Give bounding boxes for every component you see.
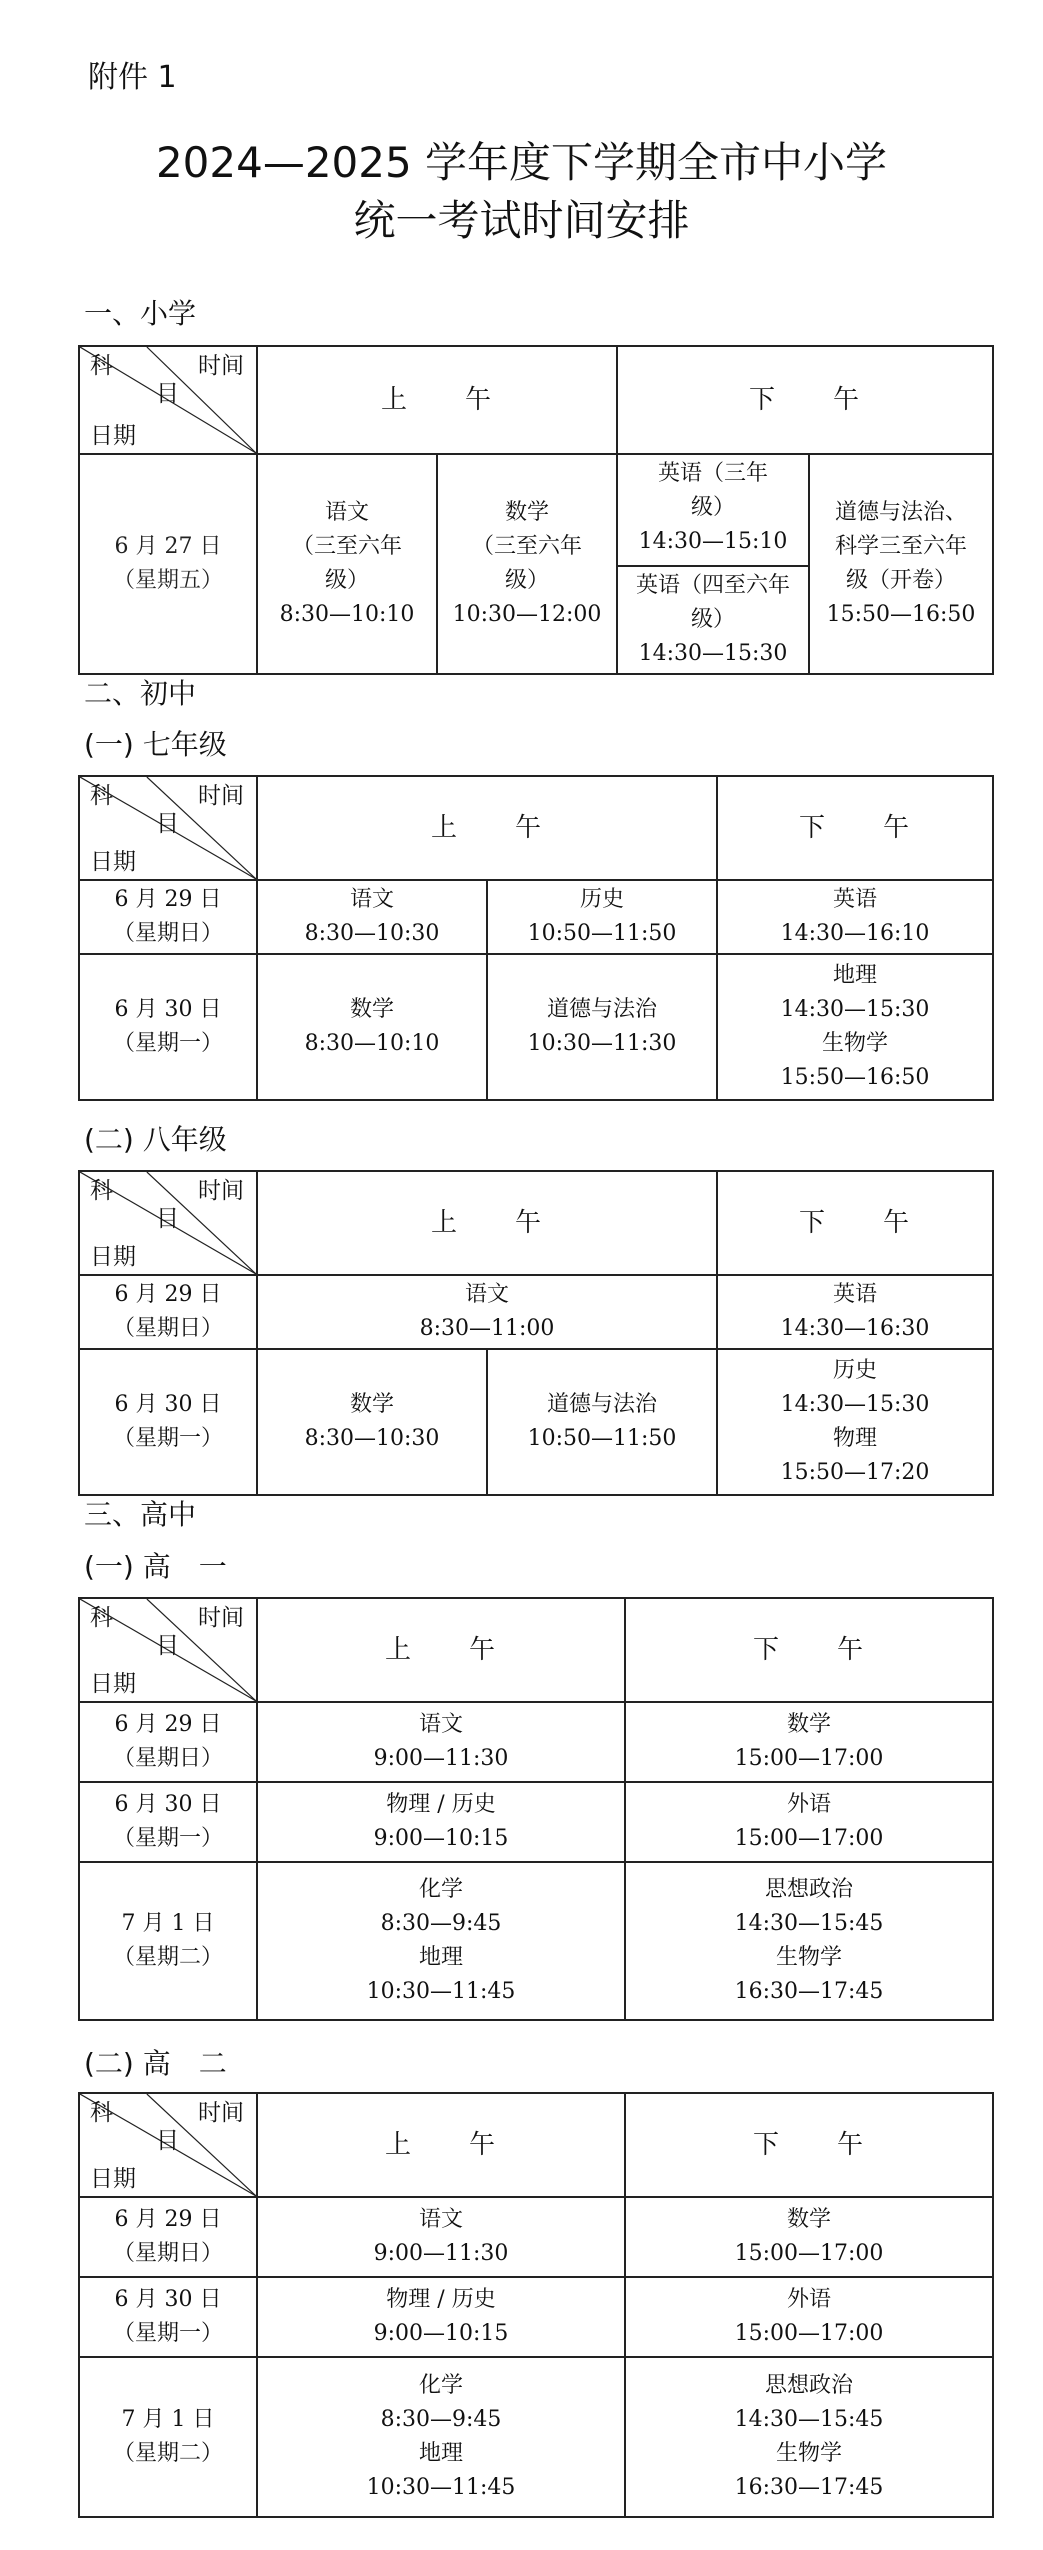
section-primary: 一、小学 bbox=[84, 297, 197, 330]
header-ke: 科 bbox=[90, 783, 113, 809]
exam-cell: 语文 8:30—11:00 bbox=[257, 1275, 717, 1349]
exam-cell: 化学 8:30—9:45 地理 10:30—11:45 bbox=[257, 1862, 625, 2020]
header-ke: 科 bbox=[90, 353, 113, 379]
page-title: 2024—2025 学年度下学期全市中小学 bbox=[155, 138, 888, 187]
attachment-label: 附件 1 bbox=[88, 60, 177, 95]
header-date: 日期 bbox=[90, 2166, 136, 2192]
label-senior1: (一) 高 一 bbox=[84, 1550, 227, 1583]
exam-cell: 历史 10:50—11:50 bbox=[487, 880, 717, 954]
header-time: 时间 bbox=[198, 1605, 244, 1631]
header-afternoon: 下 午 bbox=[625, 2093, 993, 2197]
header-date: 日期 bbox=[90, 849, 136, 875]
header-afternoon: 下 午 bbox=[717, 776, 993, 880]
exam-cell-math: 数学 （三至六年 级） 10:30—12:00 bbox=[437, 454, 617, 674]
exam-cell: 化学 8:30—9:45 地理 10:30—11:45 bbox=[257, 2357, 625, 2517]
date-cell: 6 月 29 日 （星期日） bbox=[79, 2197, 257, 2277]
header-mu: 目 bbox=[156, 2128, 179, 2154]
exam-cell: 外语 15:00—17:00 bbox=[625, 2277, 993, 2357]
exam-cell-morality-science: 道德与法治、 科学三至六年 级（开卷） 15:50—16:50 bbox=[809, 454, 993, 674]
exam-cell: 数学 15:00—17:00 bbox=[625, 1702, 993, 1782]
exam-cell: 思想政治 14:30—15:45 生物学 16:30—17:45 bbox=[625, 1862, 993, 2020]
label-grade8: (二) 八年级 bbox=[84, 1123, 227, 1156]
english-grade4-6: 英语（四至六年 级） 14:30—15:30 bbox=[618, 565, 808, 673]
senior1-schedule-table bbox=[78, 1597, 994, 2021]
grade8-schedule-table bbox=[78, 1170, 994, 1496]
section-junior: 二、初中 bbox=[84, 677, 197, 710]
header-time: 时间 bbox=[198, 2100, 244, 2126]
header-date: 日期 bbox=[90, 1671, 136, 1697]
section-senior: 三、高中 bbox=[84, 1498, 197, 1531]
exam-cell: 思想政治 14:30—15:45 生物学 16:30—17:45 bbox=[625, 2357, 993, 2517]
table-header-corner bbox=[79, 2093, 257, 2197]
header-morning: 上 午 bbox=[257, 2093, 625, 2197]
header-afternoon: 下 午 bbox=[717, 1171, 993, 1275]
header-time: 时间 bbox=[198, 783, 244, 809]
exam-cell: 道德与法治 10:30—11:30 bbox=[487, 954, 717, 1100]
date-cell: 7 月 1 日 （星期二） bbox=[79, 2357, 257, 2517]
header-ke: 科 bbox=[90, 2100, 113, 2126]
header-mu: 目 bbox=[156, 811, 179, 837]
exam-cell-english bbox=[617, 454, 809, 674]
exam-cell: 语文 9:00—11:30 bbox=[257, 1702, 625, 1782]
grade7-schedule-table bbox=[78, 775, 994, 1101]
header-morning: 上 午 bbox=[257, 1598, 625, 1702]
date-cell: 6 月 27 日 （星期五） bbox=[79, 454, 257, 674]
date-cell: 6 月 30 日 （星期一） bbox=[79, 1349, 257, 1495]
senior2-schedule-table bbox=[78, 2092, 994, 2518]
label-senior2: (二) 高 二 bbox=[84, 2047, 227, 2080]
exam-cell: 英语 14:30—16:30 bbox=[717, 1275, 993, 1349]
exam-cell: 外语 15:00—17:00 bbox=[625, 1782, 993, 1862]
table-header-corner bbox=[79, 1598, 257, 1702]
date-cell: 6 月 29 日 （星期日） bbox=[79, 880, 257, 954]
header-ke: 科 bbox=[90, 1605, 113, 1631]
header-afternoon: 下 午 bbox=[617, 346, 993, 454]
exam-cell: 数学 8:30—10:30 bbox=[257, 1349, 487, 1495]
exam-cell: 英语 14:30—16:10 bbox=[717, 880, 993, 954]
date-cell: 6 月 30 日 （星期一） bbox=[79, 1782, 257, 1862]
header-afternoon: 下 午 bbox=[625, 1598, 993, 1702]
header-time: 时间 bbox=[198, 1178, 244, 1204]
header-mu: 目 bbox=[156, 1206, 179, 1232]
date-cell: 6 月 30 日 （星期一） bbox=[79, 954, 257, 1100]
exam-cell: 历史 14:30—15:30 物理 15:50—17:20 bbox=[717, 1349, 993, 1495]
exam-cell: 地理 14:30—15:30 生物学 15:50—16:50 bbox=[717, 954, 993, 1100]
header-date: 日期 bbox=[90, 1244, 136, 1270]
table-header-corner bbox=[79, 1171, 257, 1275]
header-ke: 科 bbox=[90, 1178, 113, 1204]
exam-cell: 数学 15:00—17:00 bbox=[625, 2197, 993, 2277]
page-subtitle: 统一考试时间安排 bbox=[353, 196, 690, 245]
header-mu: 目 bbox=[156, 381, 179, 407]
date-cell: 6 月 30 日 （星期一） bbox=[79, 2277, 257, 2357]
date-cell: 6 月 29 日 （星期日） bbox=[79, 1275, 257, 1349]
date-cell: 6 月 29 日 （星期日） bbox=[79, 1702, 257, 1782]
label-grade7: (一) 七年级 bbox=[84, 728, 227, 761]
english-grade3: 英语（三年 级） 14:30—15:10 bbox=[638, 461, 788, 554]
primary-schedule-table bbox=[78, 345, 994, 675]
header-mu: 目 bbox=[156, 1633, 179, 1659]
header-morning: 上 午 bbox=[257, 1171, 717, 1275]
exam-cell: 道德与法治 10:50—11:50 bbox=[487, 1349, 717, 1495]
exam-cell: 物理 / 历史 9:00—10:15 bbox=[257, 2277, 625, 2357]
exam-cell: 数学 8:30—10:10 bbox=[257, 954, 487, 1100]
exam-cell: 物理 / 历史 9:00—10:15 bbox=[257, 1782, 625, 1862]
exam-cell: 语文 8:30—10:30 bbox=[257, 880, 487, 954]
exam-cell-chinese: 语文 （三至六年 级） 8:30—10:10 bbox=[257, 454, 437, 674]
header-time: 时间 bbox=[198, 353, 244, 379]
date-cell: 7 月 1 日 （星期二） bbox=[79, 1862, 257, 2020]
header-date: 日期 bbox=[90, 423, 136, 449]
header-morning: 上 午 bbox=[257, 346, 617, 454]
table-header-corner bbox=[79, 346, 257, 454]
exam-cell: 语文 9:00—11:30 bbox=[257, 2197, 625, 2277]
table-header-corner bbox=[79, 776, 257, 880]
header-morning: 上 午 bbox=[257, 776, 717, 880]
